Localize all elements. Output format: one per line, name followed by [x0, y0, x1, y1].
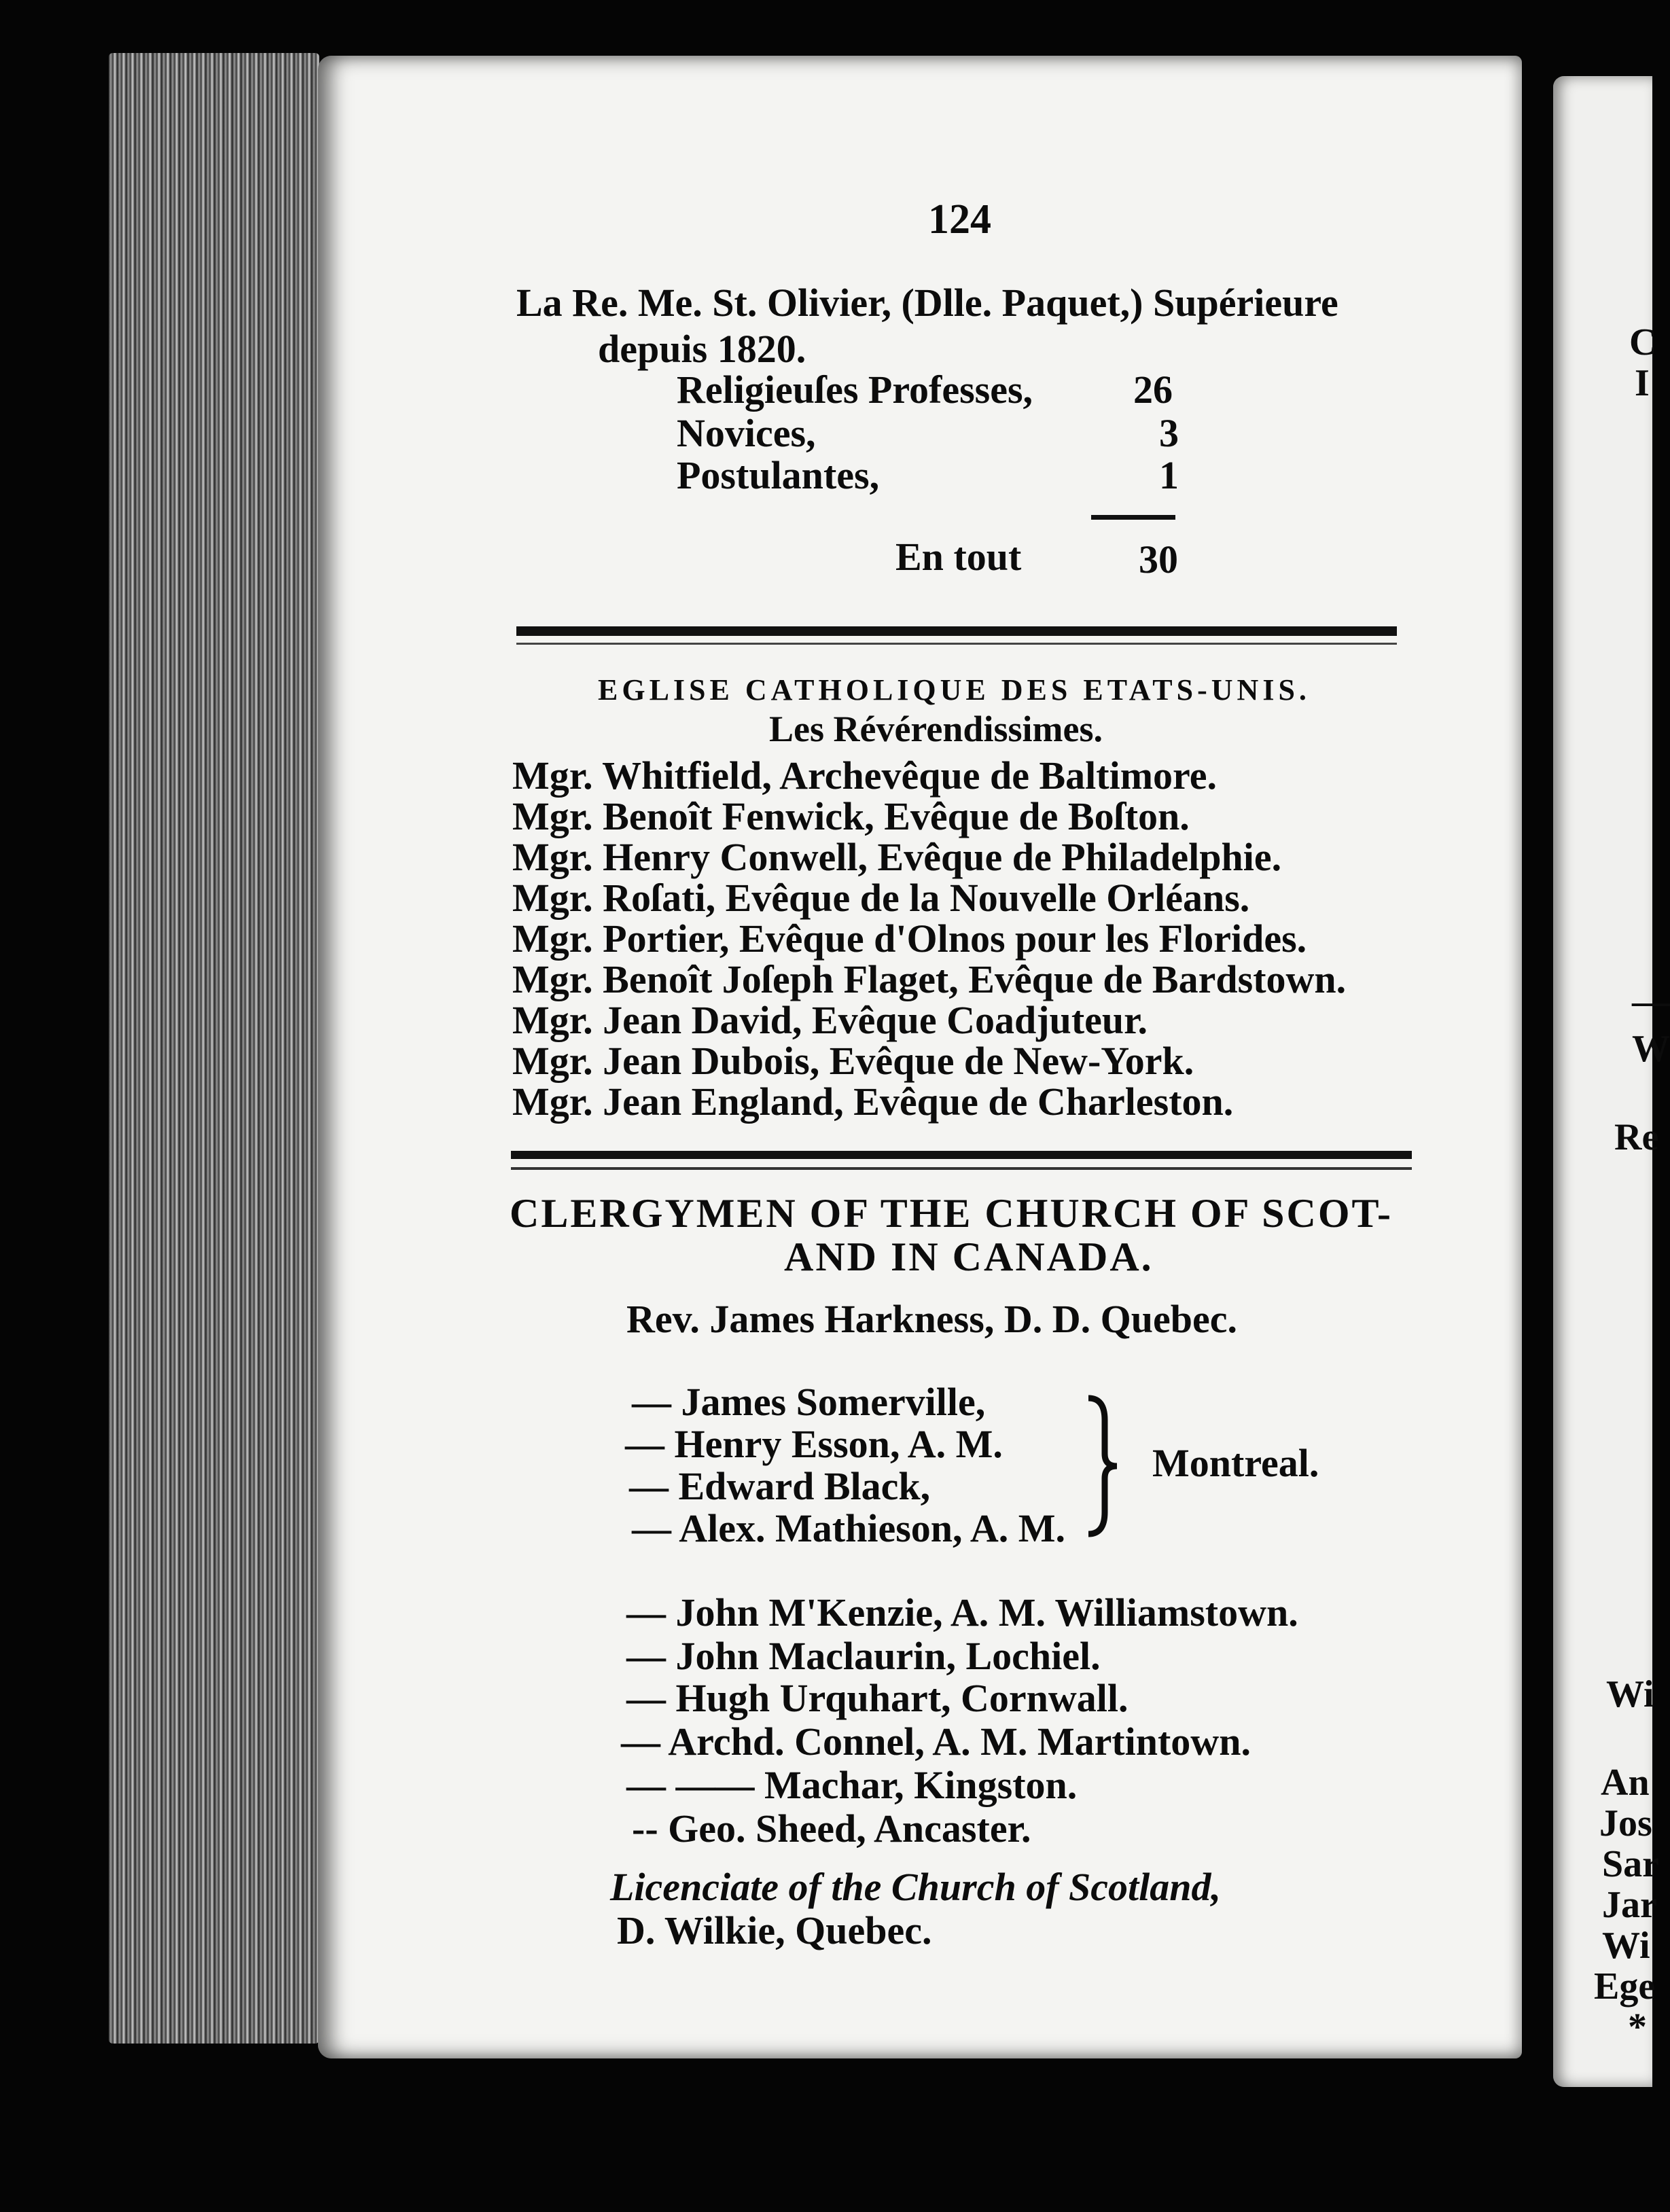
facing-page-fragment-text: I	[1635, 362, 1650, 404]
clergy-entry: — —— Machar, Kingston.	[626, 1763, 1078, 1807]
montreal-clergy-entry: — Henry Esson, A. M.	[625, 1422, 1003, 1466]
section-subheading: Les Révérendissimes.	[769, 709, 1103, 749]
bishop-entry: Mgr. Roſati, Evêque de la Nouvelle Orléans.	[512, 876, 1250, 920]
clergy-entry: -- Geo. Sheed, Ancaster.	[632, 1806, 1031, 1851]
page-number: 124	[928, 196, 991, 243]
sum-rule	[1091, 515, 1175, 520]
curly-brace	[1082, 1393, 1122, 1539]
book-page-edges	[109, 53, 319, 2044]
facing-page-fragment-text: Jar	[1602, 1884, 1657, 1926]
superior-line: La Re. Me. St. Olivier, (Dlle. Paquet,) Supérieure	[516, 281, 1338, 325]
facing-page-fragment-text: W	[1632, 1028, 1670, 1070]
facing-page-fragment-text: Jos	[1599, 1802, 1652, 1844]
clergy-entry: Rev. James Harkness, D. D. Quebec.	[626, 1297, 1237, 1341]
superior-since-line: depuis 1820.	[598, 327, 806, 371]
montreal-clergy-entry: — Edward Black,	[629, 1464, 931, 1508]
nun-category-count: 26	[1133, 368, 1173, 412]
facing-page-fragment-text: Wi	[1602, 1925, 1650, 1967]
section-divider-thin	[516, 643, 1397, 645]
section-divider	[511, 1151, 1412, 1159]
section-divider-thin	[511, 1167, 1412, 1170]
facing-page-fragment	[1553, 76, 1670, 2087]
bishop-entry: Mgr. Benoît Joſeph Flaget, Evêque de Bardstown.	[512, 957, 1347, 1001]
nun-category-label: Postulantes,	[677, 453, 880, 497]
bishop-entry: Mgr. Henry Conwell, Evêque de Philadelphie.	[512, 835, 1282, 879]
montreal-clergy-entry: — James Somerville,	[632, 1380, 986, 1424]
bishop-entry: Mgr. Whitfield, Archevêque de Baltimore.	[512, 753, 1217, 798]
nun-category-count: 1	[1159, 453, 1179, 497]
bishop-entry: Mgr. Jean England, Evêque de Charleston.	[512, 1080, 1234, 1124]
facing-page-fragment-text: An	[1601, 1762, 1650, 1804]
facing-page-fragment-text: Sar	[1602, 1843, 1659, 1885]
facing-page-fragment-text: C	[1629, 321, 1657, 363]
licenciate-entry: D. Wilkie, Quebec.	[617, 1908, 932, 1952]
licenciate-heading: Licenciate of the Church of Scotland,	[610, 1865, 1221, 1909]
total-value: 30	[1139, 537, 1178, 582]
bishop-entry: Mgr. Portier, Evêque d'Olnos pour les Florides.	[512, 916, 1307, 961]
nun-category-count: 3	[1159, 411, 1179, 455]
facing-page-fragment-text: Re	[1614, 1116, 1659, 1158]
nun-category-label: Religieuſes Professes,	[677, 368, 1033, 412]
clergy-entry: — John Maclaurin, Lochiel.	[626, 1634, 1101, 1678]
section-heading-continued: AND IN CANADA.	[784, 1234, 1154, 1279]
clergy-entry: — John M'Kenzie, A. M. Williamstown.	[626, 1590, 1298, 1635]
nun-category-label: Novices,	[677, 411, 816, 455]
section-heading: CLERGYMEN OF THE CHURCH OF SCOT-	[510, 1191, 1393, 1236]
facing-page-fragment-text: *	[1628, 2006, 1647, 2048]
bishop-entry: Mgr. Jean David, Evêque Coadjuteur.	[512, 998, 1148, 1042]
facing-page-fragment-text: Wi	[1606, 1673, 1654, 1715]
bishop-entry: Mgr. Jean Dubois, Evêque de New-York.	[512, 1039, 1194, 1083]
total-label: En tout	[895, 535, 1022, 579]
facing-page-fragment-text: Ege	[1594, 1965, 1656, 2008]
bishop-entry: Mgr. Benoît Fenwick, Evêque de Boſton.	[512, 794, 1190, 838]
clergy-entry: — Archd. Connel, A. M. Martintown.	[621, 1719, 1251, 1764]
clergy-entry: — Hugh Urquhart, Cornwall.	[626, 1676, 1129, 1720]
section-heading: EGLISE CATHOLIQUE DES ETATS-UNIS.	[598, 673, 1311, 707]
montreal-clergy-entry: — Alex. Mathieson, A. M.	[632, 1506, 1065, 1550]
facing-page-fragment-text: —	[1632, 980, 1670, 1022]
section-divider	[516, 626, 1397, 636]
montreal-label: Montreal.	[1152, 1441, 1319, 1485]
